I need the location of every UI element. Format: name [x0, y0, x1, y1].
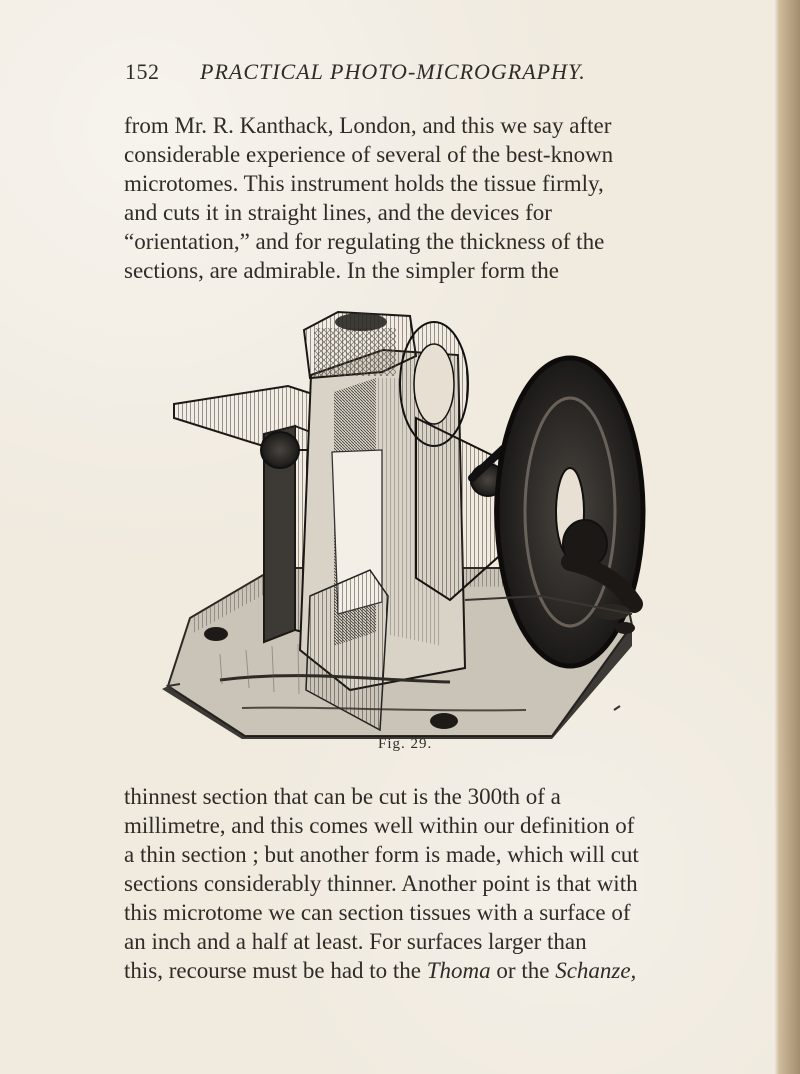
top-paragraph [124, 111, 710, 289]
text-line: microtomes. This instrument holds the tissue firmly, [124, 171, 604, 196]
text-line: thinnest section that can be cut is the 300th of a [124, 784, 561, 809]
page-number: 152 [125, 59, 160, 84]
arm-knob-icon [261, 432, 299, 468]
running-head: PRACTICAL PHOTO-MICROGRAPHY. [200, 59, 586, 84]
text-line: an inch and a half at least. For surfaces larger than [124, 929, 587, 954]
text-line: and cuts it in straight lines, and the devices for [124, 200, 552, 225]
microtome-illustration [150, 300, 670, 740]
thoma-name: Thoma [426, 958, 491, 983]
text-line: sections considerably thinner. Another point is that with [124, 871, 638, 896]
schanze-name: Schanze, [555, 958, 637, 983]
page-header [125, 59, 705, 93]
text-line: considerable experience of several of the best-known [124, 142, 614, 167]
text-line: sections, are admirable. In the simpler form the [124, 258, 559, 283]
text-line: “orientation,” and for regulating the thickness of the [124, 229, 605, 254]
text-line-last [124, 956, 710, 985]
last-line-prefix: this, recourse must be had to the [124, 958, 427, 983]
text-line: from Mr. R. Kanthack, London, and this we say after [124, 113, 612, 138]
last-line-middle: or the [490, 958, 556, 983]
bottom-paragraph [124, 782, 710, 992]
text-line: this microtome we can section tissues with a surface of [124, 900, 631, 925]
text-line: millimetre, and this comes well within our definition of [124, 813, 635, 838]
figure-caption: Fig. 29. [378, 736, 433, 752]
text-line: a thin section ; but another form is made, which will cut [124, 842, 639, 867]
